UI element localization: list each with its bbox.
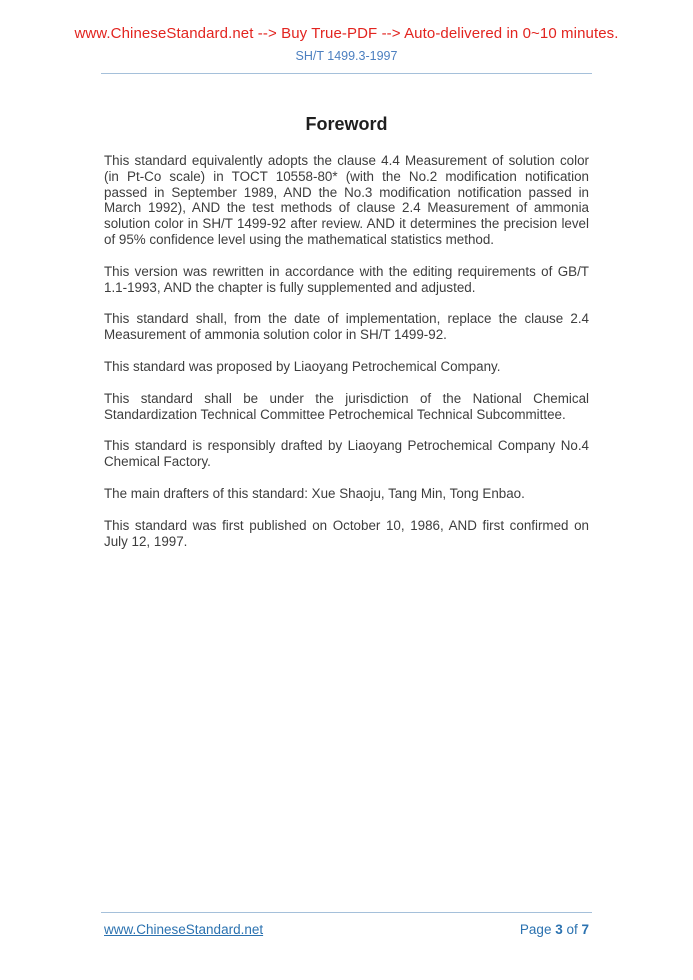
footer-divider — [101, 912, 592, 913]
paragraph: This standard is responsibly drafted by Liaoyang Petrochemical Company No.4 Chemical Factory. — [104, 438, 589, 470]
page-footer — [104, 922, 589, 937]
buy-pdf-banner-link[interactable]: www.ChineseStandard.net --> Buy True-PDF --> Auto-delivered in 0~10 minutes. — [74, 25, 619, 42]
standard-number: SH/T 1499.3-1997 — [295, 49, 398, 63]
page-title: Foreword — [305, 114, 388, 134]
paragraph: This standard equivalently adopts the clause 4.4 Measurement of solution color (in Pt-Co scale) in TOCT 10558-80* (with the No.2 modification notification passed in September 1989, AND the No.3 modification notification passed in March 1992), AND the test methods of clause 2.4 Measurement of ammonia solution color in SH/T 1499-92 after review. AND it determines the precision level of 95% confidence level using the mathematical statistics method. — [104, 153, 589, 247]
paragraph: This standard was first published on October 10, 1986, AND first confirmed on July 12, 1997. — [104, 517, 589, 549]
paragraph: This standard shall be under the jurisdiction of the National Chemical Standardization Technical Committee Petrochemical Technical Subcommittee. — [104, 390, 589, 422]
page-current: 3 — [555, 922, 563, 937]
paragraph: This version was rewritten in accordance with the editing requirements of GB/T 1.1-1993, AND the chapter is fully supplemented and adjusted. — [104, 263, 589, 295]
site-link[interactable]: www.ChineseStandard.net — [104, 922, 264, 937]
paragraph: This standard shall, from the date of implementation, replace the clause 2.4 Measurement of ammonia solution color in SH/T 1499-92. — [104, 311, 589, 343]
page-indicator-of: of — [562, 922, 582, 937]
page-indicator — [520, 922, 589, 937]
document-body — [104, 113, 589, 549]
paragraph: The main drafters of this standard: Xue Shaoju, Tang Min, Tong Enbao. — [104, 485, 525, 501]
paragraph: This standard was proposed by Liaoyang Petrochemical Company. — [104, 358, 501, 374]
page-total: 7 — [581, 922, 589, 937]
page-indicator-label: Page — [519, 922, 556, 937]
header-divider — [101, 73, 592, 74]
page-header — [0, 0, 693, 64]
